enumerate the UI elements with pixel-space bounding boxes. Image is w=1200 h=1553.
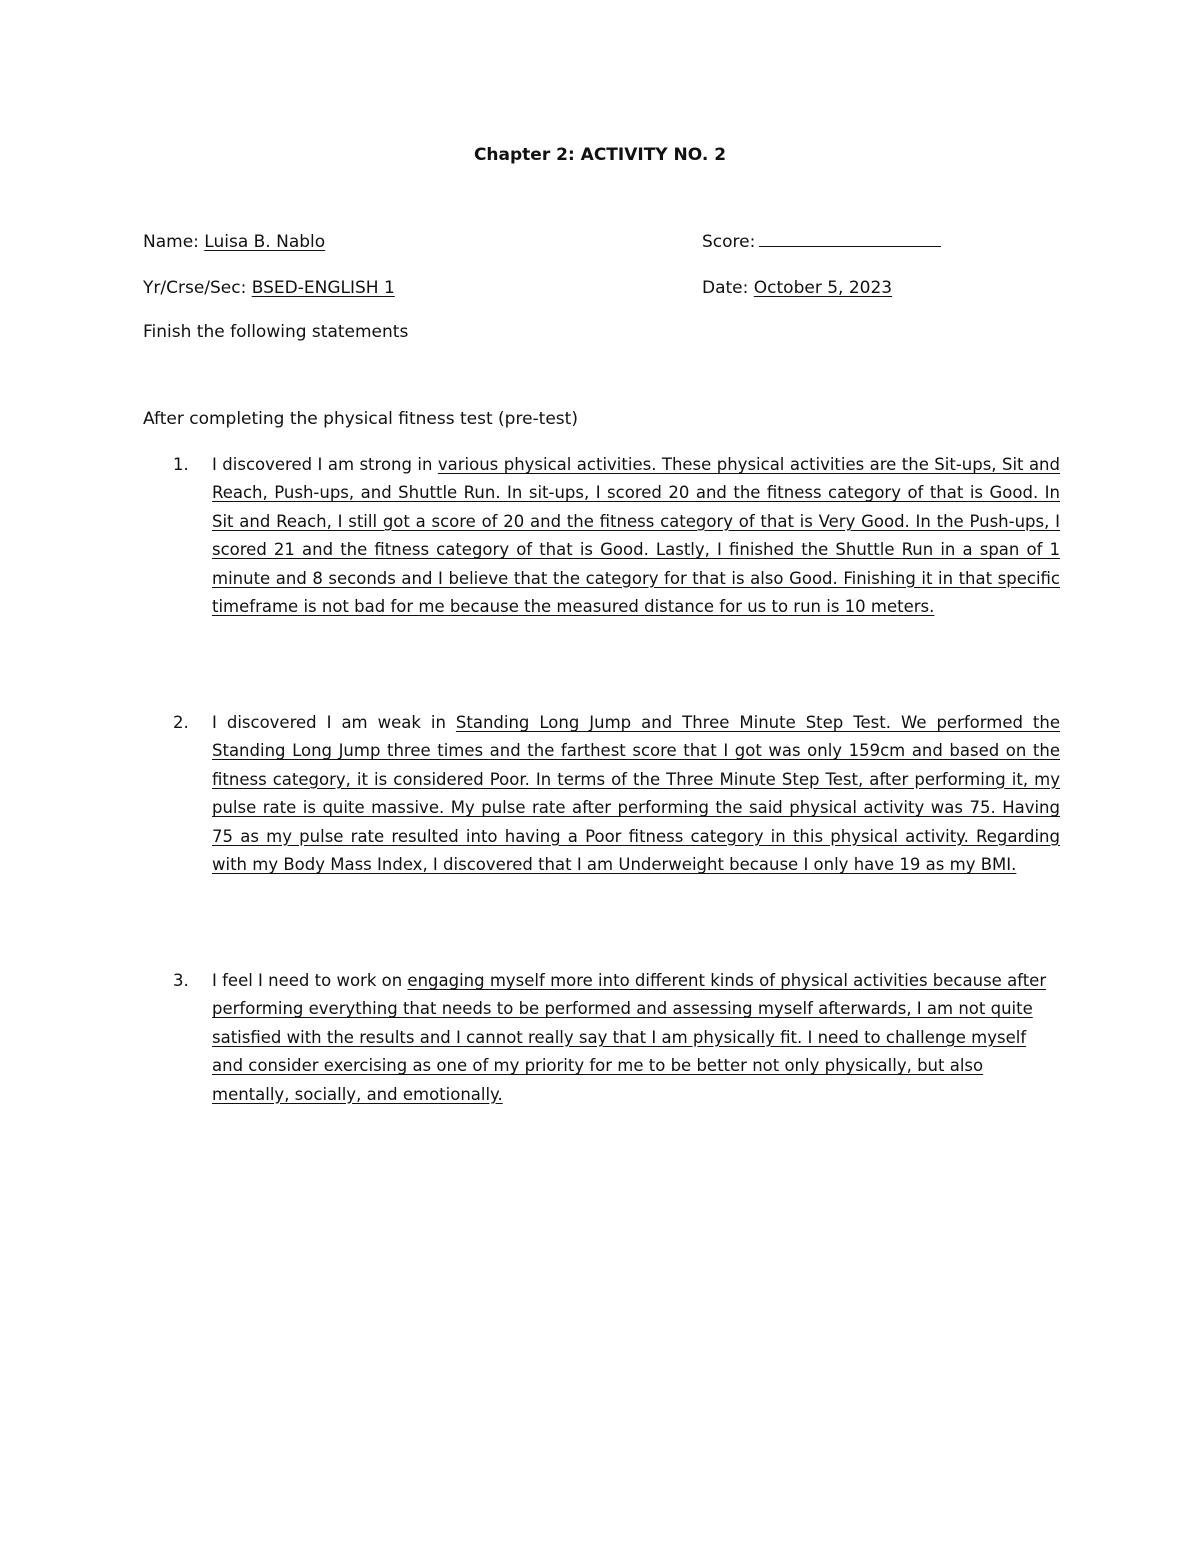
item-prompt: I discovered I am strong in xyxy=(212,455,438,474)
item-answer: engaging myself more into different kinds of physical activities because after performing everything that needs to be performed and assessing myself afterwards, I am not quite satisfied with the results and I cannot really say that I am physically fit. I need to challenge myself and consider exercising as one of my priority for me to be better not only physically, but also mentally, socially, and emotionally. xyxy=(212,971,1047,1104)
score-blank-line xyxy=(759,232,941,247)
item-number: 1. xyxy=(173,455,189,474)
list-item xyxy=(143,451,1060,621)
section-label: Yr/Crse/Sec: xyxy=(143,278,247,298)
item-answer: Standing Long Jump and Three Minute Step Test. We performed the Standing Long Jump three times and the farthest score that I got was only 159cm and based on the fitness category, it is considered Poor. In terms of the Three Minute Step Test, after performing it, my pulse rate is quite massive. My pulse rate after performing the said physical activity was 75. Having 75 as my pulse rate resulted into having a Poor fitness category in this physical activity. Regarding with my Body Mass Index, I discovered that I am Underweight because I only have 19 as my BMI. xyxy=(212,713,1060,875)
item-prompt: I discovered I am weak in xyxy=(212,713,456,732)
date-field xyxy=(702,278,892,298)
name-field xyxy=(143,232,325,252)
list-item xyxy=(143,709,1060,879)
name-label: Name: xyxy=(143,232,199,252)
section-value: BSED-ENGLISH 1 xyxy=(251,278,395,298)
date-label: Date: xyxy=(702,278,749,298)
item-body xyxy=(212,451,1060,621)
name-value: Luisa B. Nablo xyxy=(204,232,326,252)
item-body xyxy=(212,709,1060,879)
item-prompt: I feel I need to work on xyxy=(212,971,408,990)
item-number: 2. xyxy=(173,713,189,732)
intro-text: After completing the physical fitness test (pre-test) xyxy=(143,409,578,429)
document-title: Chapter 2: ACTIVITY NO. 2 xyxy=(473,145,727,165)
section-field xyxy=(143,278,395,298)
score-label: Score: xyxy=(702,232,756,252)
list-item xyxy=(143,967,1060,1109)
date-value: October 5, 2023 xyxy=(753,278,893,298)
score-field xyxy=(702,232,941,252)
item-number: 3. xyxy=(173,971,189,990)
item-answer: various physical activities. These physical activities are the Sit-ups, Sit and Reach, Push-ups, and Shuttle Run. In sit-ups, I scored 20 and the fitness category of that is Good. In Sit and Reach, I still got a score of 20 and the fitness category of that is Very Good. In the Push-ups, I scored 21 and the fitness category of that is Good. Lastly, I finished the Shuttle Run in a span of 1 minute and 8 seconds and I believe that the category for that is also Good. Finishing it in that specific timeframe is not bad for me because the measured distance for us to run is 10 meters. xyxy=(212,455,1060,617)
item-body xyxy=(212,967,1060,1109)
instruction-text: Finish the following statements xyxy=(143,322,409,342)
